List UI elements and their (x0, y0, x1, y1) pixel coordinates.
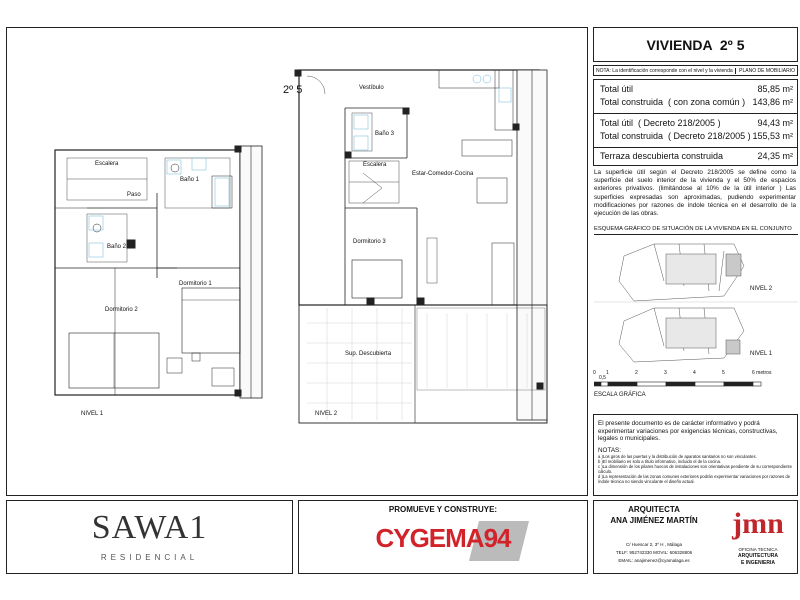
location-divider (594, 234, 798, 235)
page-title: VIVIENDA 2º 5 (646, 36, 745, 53)
note-box (593, 65, 798, 76)
scale-tick-0-5: 0,5 (599, 375, 606, 381)
note-item-c: c )La dimensión de los pilares huecos de instalaciones son orientativas pendiente de su correspondiente cálculo. (598, 464, 792, 475)
promoter-title: PROMUEVE Y CONSTRUYE: (388, 505, 498, 514)
level1-label: NIVEL 1 (81, 411, 104, 417)
scale-tick-0: 0 (593, 370, 596, 376)
header-box (593, 27, 798, 62)
scale-tick-6: 6 metros (752, 370, 772, 376)
description-text: La superficie útil según el Decreto 218/2005 se define como la superficie del suelo interior de la vivienda y el 50% de espacios exteriores privativos. (limitándose al 10% de la útil interior ) Las superficies expresadas son aproximadas, pudiendo experimentar modificaciones por razones de índole técnica en el desarrollo de la ejecución de las obras. (594, 169, 796, 218)
areas-table (593, 79, 798, 166)
area-row-2: Total útil ( Decreto 218/2005 ) 94,43 m² (600, 118, 793, 128)
scale-tick-5: 5 (722, 370, 725, 376)
jmn-sub3: E INGENIERIA (741, 560, 775, 566)
level1-sanitary (89, 158, 229, 257)
scale-label: ESCALA GRÁFICA (594, 392, 646, 398)
unit-label: 2º 5 (283, 84, 303, 96)
architect-address: C/ Huescar 2, 3º H , Málaga (626, 542, 682, 547)
scale-tick-1: 1 (606, 370, 609, 376)
location-schema (594, 236, 798, 364)
plan-frame (6, 27, 588, 496)
scale-tick-3: 3 (664, 370, 667, 376)
note-item-a: a )Los giros de las puertas y la distribución de aparatos sanitarios no son vinculantes. (598, 454, 757, 460)
area-row-1: Total construida ( con zona común ) 143,86 m² (600, 97, 793, 107)
note-item-b: b )El mobiliario es solo a título informativo, incluido el de la cocina. (598, 459, 722, 465)
jmn-sub2: ARQUITECTURA (738, 553, 778, 559)
area-divider (594, 113, 797, 114)
disclaimer-text: El presente documento es de carácter informativo y podrá experimentar variaciones por exigencias técnicas, constructivas, legales o municipales. (598, 420, 778, 443)
architect-email: EMAIL: anajimenez@cyamalaga.es (618, 558, 690, 563)
location-title: ESQUEMA GRÁFICO DE SITUACIÓN DE LA VIVIENDA EN EL CONJUNTO (594, 226, 792, 232)
room-dormitorio-1: Dormitorio 1 (179, 281, 212, 287)
room-paso: Paso (127, 192, 141, 198)
room-escalera-2: Escalera (363, 162, 387, 168)
note-tag: PLANO DE MOBILIARIO (735, 68, 795, 74)
room-sup-descubierta: Sup. Descubierta (345, 351, 392, 357)
note-item-d: d )La representación de las zonas comunes exteriores podrán experimentar variaciones por razones de índole técnica no siendo vinculante el diseño actual. (598, 474, 791, 485)
brand-subtitle: RESIDENCIAL (100, 553, 199, 562)
room-bano-3: Baño 3 (375, 131, 395, 137)
scale-tick-4: 4 (693, 370, 696, 376)
location-level2: NIVEL 2 (750, 286, 773, 292)
note-text: NOTA: La identificación corresponde con el nivel y la vivienda (596, 68, 733, 74)
brand-logo: SAWA1 (91, 509, 208, 546)
architect-box (593, 500, 798, 574)
area-row-4: Terraza descubierta construida 24,35 m² (600, 151, 793, 161)
promoter-box (298, 500, 588, 574)
room-vestibulo: Vestíbulo (359, 85, 384, 91)
floor-plan (7, 28, 587, 495)
room-estar-comedor-cocina: Estar-Comedor-Cocina (412, 171, 474, 177)
room-dormitorio-2: Dormitorio 2 (105, 307, 138, 313)
area-row-0: Total útil 85,85 m² (600, 84, 793, 94)
scale-tick-2: 2 (635, 370, 638, 376)
notes-box (593, 414, 798, 496)
area-row-3: Total construida ( Decreto 218/2005 ) 155,53 m² (600, 131, 793, 141)
room-bano-1: Baño 1 (180, 177, 200, 183)
brand-box (6, 500, 293, 574)
room-dormitorio-3: Dormitorio 3 (353, 239, 386, 245)
location-level1: NIVEL 1 (750, 351, 773, 357)
room-escalera-1: Escalera (95, 161, 119, 167)
area-divider (594, 147, 797, 148)
architect-name: ANA JIMÉNEZ MARTÍN (610, 516, 698, 525)
level1-walls (55, 146, 262, 398)
jmn-sub1: OFICINA TECNICA (738, 547, 778, 552)
architect-phone: TELF: 952742330 MOVIL: 606328806 (615, 550, 693, 555)
notes-title: NOTAS: (598, 446, 621, 454)
jmn-logo: jmn (732, 507, 784, 540)
architect-title: ARQUITECTA (628, 505, 680, 514)
promoter-logo: CYGEMA94 (375, 523, 511, 553)
level2-walls (295, 70, 547, 423)
room-bano-2: Baño 2 (107, 244, 127, 250)
level2-label: NIVEL 2 (315, 411, 338, 417)
